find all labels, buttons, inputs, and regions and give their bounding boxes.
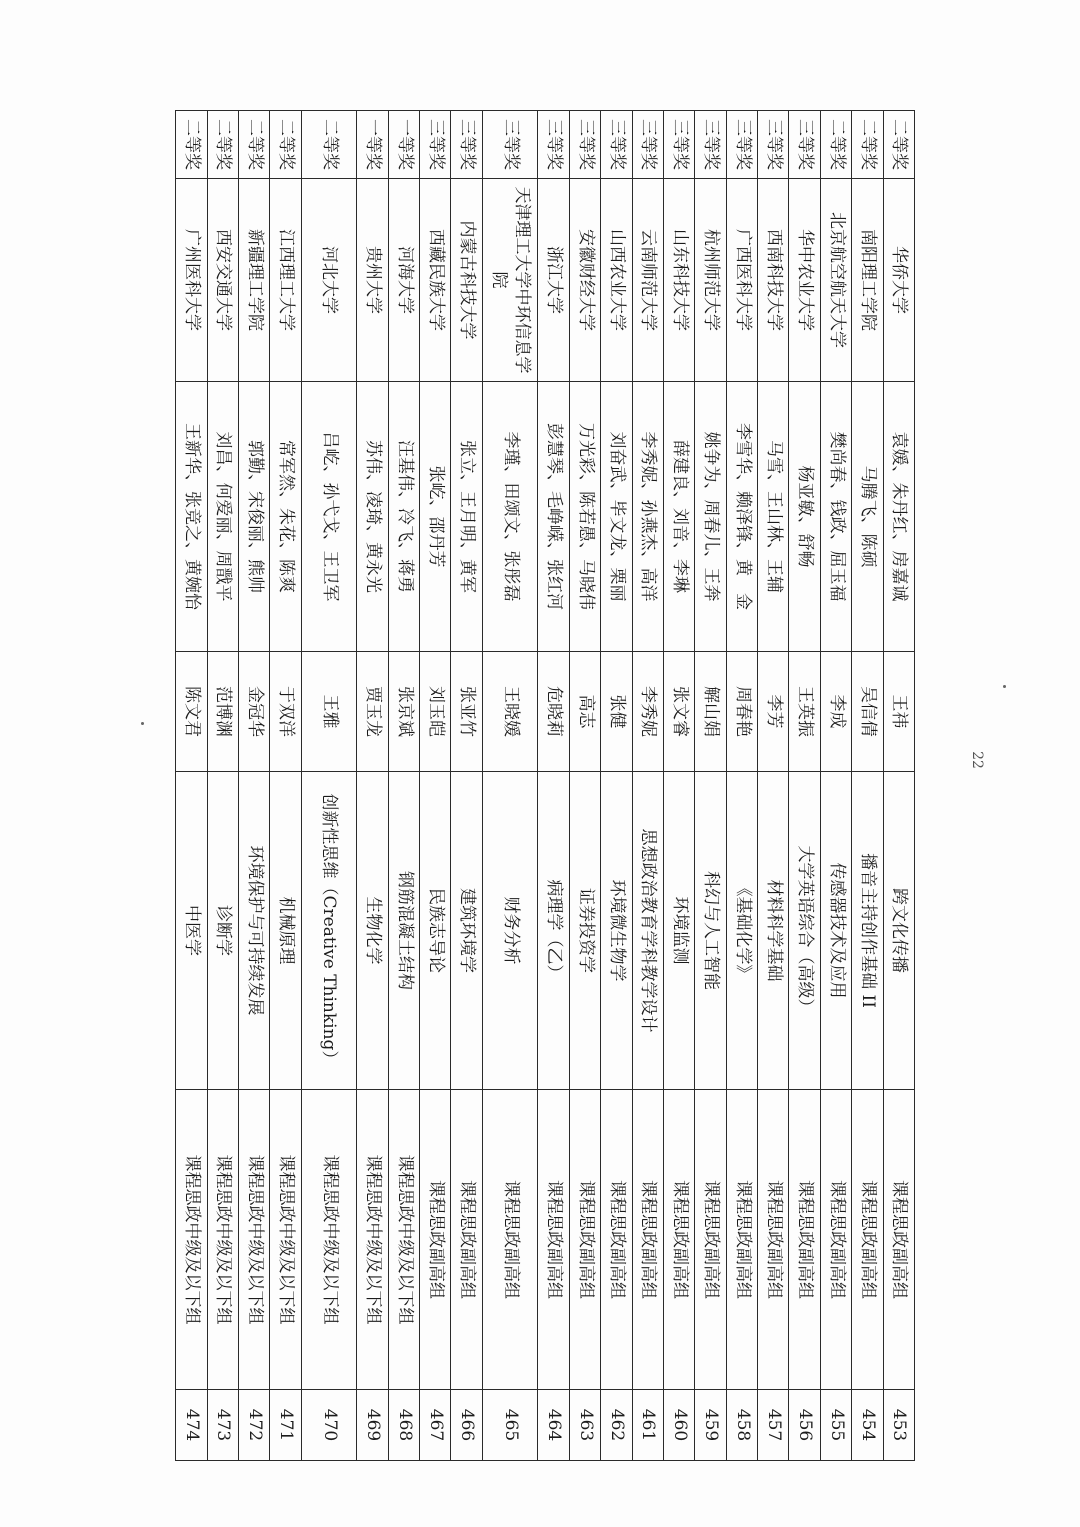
table-row <box>176 111 208 1461</box>
group-cell: 课程思政副高组 <box>482 1090 538 1390</box>
number-cell: 465 <box>482 1390 538 1461</box>
course-cell: 环境微生物学 <box>601 772 632 1090</box>
award-cell: 三等奖 <box>758 111 789 179</box>
leader-cell: 王晓媛 <box>482 652 538 772</box>
course-cell: 材料科学基础 <box>758 772 789 1090</box>
members-cell: 刘昌、何爱丽、周戬平 <box>207 382 238 652</box>
awards-table-body <box>176 111 915 1461</box>
table-row <box>420 111 451 1461</box>
table-row <box>569 111 600 1461</box>
scan-speck <box>1003 685 1006 688</box>
leader-cell: 周春艳 <box>726 652 757 772</box>
leader-cell: 李芳 <box>758 652 789 772</box>
members-cell: 樊尚春、钱政、屈玉福 <box>820 382 851 652</box>
table-row <box>238 111 269 1461</box>
award-cell: 三等奖 <box>789 111 820 179</box>
school-cell: 华中农业大学 <box>789 179 820 382</box>
group-cell: 课程思政副高组 <box>758 1090 789 1390</box>
number-cell: 473 <box>207 1390 238 1461</box>
table-row <box>601 111 632 1461</box>
course-cell: 环境监测 <box>664 772 695 1090</box>
number-cell: 474 <box>176 1390 208 1461</box>
number-cell: 472 <box>238 1390 269 1461</box>
award-cell: 三等奖 <box>664 111 695 179</box>
group-cell: 课程思政副高组 <box>820 1090 851 1390</box>
award-cell: 二等奖 <box>238 111 269 179</box>
award-cell: 三等奖 <box>482 111 538 179</box>
award-cell: 三等奖 <box>538 111 569 179</box>
school-cell: 山西农业大学 <box>601 179 632 382</box>
school-cell: 南阳理工学院 <box>852 179 883 382</box>
leader-cell: 吴信倩 <box>852 652 883 772</box>
members-cell: 袁媛、朱丹红、房嘉诚 <box>883 382 914 652</box>
school-cell: 华侨大学 <box>883 179 914 382</box>
number-cell: 458 <box>726 1390 757 1461</box>
group-cell: 课程思政中级及以下组 <box>301 1090 357 1390</box>
course-cell: 传感器技术及应用 <box>820 772 851 1090</box>
group-cell: 课程思政中级及以下组 <box>207 1090 238 1390</box>
group-cell: 课程思政中级及以下组 <box>176 1090 208 1390</box>
leader-cell: 危晓莉 <box>538 652 569 772</box>
members-cell: 李雪华、赖泽锋、黄 金 <box>726 382 757 652</box>
number-cell: 459 <box>695 1390 726 1461</box>
award-cell: 二等奖 <box>883 111 914 179</box>
number-cell: 464 <box>538 1390 569 1461</box>
members-cell: 张屹、邵丹芳 <box>420 382 451 652</box>
course-cell: 民族志导论 <box>420 772 451 1090</box>
number-cell: 467 <box>420 1390 451 1461</box>
award-cell: 二等奖 <box>270 111 301 179</box>
group-cell: 课程思政副高组 <box>789 1090 820 1390</box>
table-row <box>883 111 914 1461</box>
number-cell: 461 <box>632 1390 663 1461</box>
members-cell: 张立、王月明、黄军 <box>451 382 482 652</box>
award-cell: 一等奖 <box>388 111 419 179</box>
course-cell: 生物化学 <box>357 772 388 1090</box>
page-number: 22 <box>969 751 985 769</box>
members-cell: 王新华、张竞之、黄婉怡 <box>176 382 208 652</box>
leader-cell: 范博渊 <box>207 652 238 772</box>
table-row <box>632 111 663 1461</box>
award-cell: 二等奖 <box>301 111 357 179</box>
number-cell: 454 <box>852 1390 883 1461</box>
number-cell: 462 <box>601 1390 632 1461</box>
members-cell: 姚争为、周春儿、王奔 <box>695 382 726 652</box>
table-row <box>451 111 482 1461</box>
group-cell: 课程思政副高组 <box>726 1090 757 1390</box>
school-cell: 新疆理工学院 <box>238 179 269 382</box>
members-cell: 李秀妮、孙燕杰、高洋 <box>632 382 663 652</box>
course-cell: 病理学（乙） <box>538 772 569 1090</box>
group-cell: 课程思政副高组 <box>852 1090 883 1390</box>
number-cell: 453 <box>883 1390 914 1461</box>
members-cell: 郭勤、宋俊丽、熊帅 <box>238 382 269 652</box>
course-cell: 《基础化学》 <box>726 772 757 1090</box>
members-cell: 彭慧琴、毛峥嵘、张红河 <box>538 382 569 652</box>
school-cell: 杭州师范大学 <box>695 179 726 382</box>
group-cell: 课程思政副高组 <box>883 1090 914 1390</box>
award-cell: 二等奖 <box>176 111 208 179</box>
table-row <box>357 111 388 1461</box>
members-cell: 万光彩、陈若愚、马晓伟 <box>569 382 600 652</box>
leader-cell: 张京斌 <box>388 652 419 772</box>
leader-cell: 陈文君 <box>176 652 208 772</box>
course-cell: 创新性思维（Creative Thinking） <box>301 772 357 1090</box>
school-cell: 广西医科大学 <box>726 179 757 382</box>
course-cell: 钢筋混凝土结构 <box>388 772 419 1090</box>
course-cell: 中医学 <box>176 772 208 1090</box>
award-cell: 二等奖 <box>820 111 851 179</box>
group-cell: 课程思政副高组 <box>632 1090 663 1390</box>
group-cell: 课程思政中级及以下组 <box>388 1090 419 1390</box>
table-row <box>758 111 789 1461</box>
members-cell: 李瑾、田颂文、张彤磊 <box>482 382 538 652</box>
members-cell: 汪基伟、冷飞、蒋勇 <box>388 382 419 652</box>
number-cell: 460 <box>664 1390 695 1461</box>
school-cell: 山东科技大学 <box>664 179 695 382</box>
course-cell: 大学英语综合（高级） <box>789 772 820 1090</box>
award-cell: 三等奖 <box>695 111 726 179</box>
leader-cell: 金冠华 <box>238 652 269 772</box>
number-cell: 466 <box>451 1390 482 1461</box>
scan-speck <box>141 722 144 725</box>
leader-cell: 于双洋 <box>270 652 301 772</box>
members-cell: 刘奋武、毕文龙、栗丽 <box>601 382 632 652</box>
leader-cell: 王英振 <box>789 652 820 772</box>
table-row <box>852 111 883 1461</box>
number-cell: 470 <box>301 1390 357 1461</box>
table-row <box>695 111 726 1461</box>
school-cell: 贵州大学 <box>357 179 388 382</box>
number-cell: 469 <box>357 1390 388 1461</box>
leader-cell: 解山娟 <box>695 652 726 772</box>
leader-cell: 刘玉皑 <box>420 652 451 772</box>
award-cell: 三等奖 <box>420 111 451 179</box>
members-cell: 马雪、王山林、王辅 <box>758 382 789 652</box>
course-cell: 环境保护与可持续发展 <box>238 772 269 1090</box>
award-cell: 二等奖 <box>207 111 238 179</box>
course-cell: 播音主持创作基础 II <box>852 772 883 1090</box>
award-cell: 三等奖 <box>451 111 482 179</box>
leader-cell: 李成 <box>820 652 851 772</box>
leader-cell: 张亚竹 <box>451 652 482 772</box>
school-cell: 西安交通大学 <box>207 179 238 382</box>
course-cell: 机械原理 <box>270 772 301 1090</box>
group-cell: 课程思政副高组 <box>538 1090 569 1390</box>
school-cell: 云南师范大学 <box>632 179 663 382</box>
course-cell: 建筑环境学 <box>451 772 482 1090</box>
table-row <box>789 111 820 1461</box>
table-row <box>664 111 695 1461</box>
award-cell: 一等奖 <box>357 111 388 179</box>
group-cell: 课程思政副高组 <box>569 1090 600 1390</box>
group-cell: 课程思政副高组 <box>601 1090 632 1390</box>
group-cell: 课程思政中级及以下组 <box>238 1090 269 1390</box>
leader-cell: 高志 <box>569 652 600 772</box>
members-cell: 吕屹、孙弋戈、王卫军 <box>301 382 357 652</box>
leader-cell: 贾玉龙 <box>357 652 388 772</box>
members-cell: 苏伟、凌琦、黄永光 <box>357 382 388 652</box>
course-cell: 思想政治教育学科教学设计 <box>632 772 663 1090</box>
award-cell: 三等奖 <box>569 111 600 179</box>
course-cell: 科幻与人工智能 <box>695 772 726 1090</box>
group-cell: 课程思政副高组 <box>451 1090 482 1390</box>
group-cell: 课程思政中级及以下组 <box>270 1090 301 1390</box>
table-row <box>726 111 757 1461</box>
award-cell: 三等奖 <box>632 111 663 179</box>
leader-cell: 张文睿 <box>664 652 695 772</box>
table-row <box>388 111 419 1461</box>
number-cell: 455 <box>820 1390 851 1461</box>
number-cell: 456 <box>789 1390 820 1461</box>
award-cell: 二等奖 <box>852 111 883 179</box>
group-cell: 课程思政副高组 <box>664 1090 695 1390</box>
course-cell: 诊断学 <box>207 772 238 1090</box>
school-cell: 广州医科大学 <box>176 179 208 382</box>
school-cell: 江西理工大学 <box>270 179 301 382</box>
table-row <box>270 111 301 1461</box>
rotated-table-wrapper <box>175 110 915 1460</box>
leader-cell: 张健 <box>601 652 632 772</box>
members-cell: 薛建良、刘音、李琳 <box>664 382 695 652</box>
awards-table <box>175 110 915 1461</box>
course-cell: 财务分析 <box>482 772 538 1090</box>
members-cell: 杨亚敏、舒畅 <box>789 382 820 652</box>
school-cell: 内蒙古科技大学 <box>451 179 482 382</box>
number-cell: 457 <box>758 1390 789 1461</box>
course-cell: 证券投资学 <box>569 772 600 1090</box>
award-cell: 三等奖 <box>601 111 632 179</box>
school-cell: 安徽财经大学 <box>569 179 600 382</box>
leader-cell: 王祎 <box>883 652 914 772</box>
table-row <box>207 111 238 1461</box>
number-cell: 471 <box>270 1390 301 1461</box>
course-cell: 跨文化传播 <box>883 772 914 1090</box>
school-cell: 西藏民族大学 <box>420 179 451 382</box>
group-cell: 课程思政中级及以下组 <box>357 1090 388 1390</box>
leader-cell: 王雅 <box>301 652 357 772</box>
table-row <box>820 111 851 1461</box>
table-row <box>482 111 538 1461</box>
group-cell: 课程思政副高组 <box>695 1090 726 1390</box>
school-cell: 河北大学 <box>301 179 357 382</box>
school-cell: 北京航空航天大学 <box>820 179 851 382</box>
award-cell: 三等奖 <box>726 111 757 179</box>
leader-cell: 李秀妮 <box>632 652 663 772</box>
number-cell: 468 <box>388 1390 419 1461</box>
table-row <box>301 111 357 1461</box>
school-cell: 河海大学 <box>388 179 419 382</box>
members-cell: 马腾飞、陈硕 <box>852 382 883 652</box>
members-cell: 常军然、朱花、陈爽 <box>270 382 301 652</box>
number-cell: 463 <box>569 1390 600 1461</box>
school-cell: 浙江大学 <box>538 179 569 382</box>
group-cell: 课程思政副高组 <box>420 1090 451 1390</box>
table-row <box>538 111 569 1461</box>
school-cell: 西南科技大学 <box>758 179 789 382</box>
school-cell: 天津理工大学中环信息学院 <box>482 179 538 382</box>
